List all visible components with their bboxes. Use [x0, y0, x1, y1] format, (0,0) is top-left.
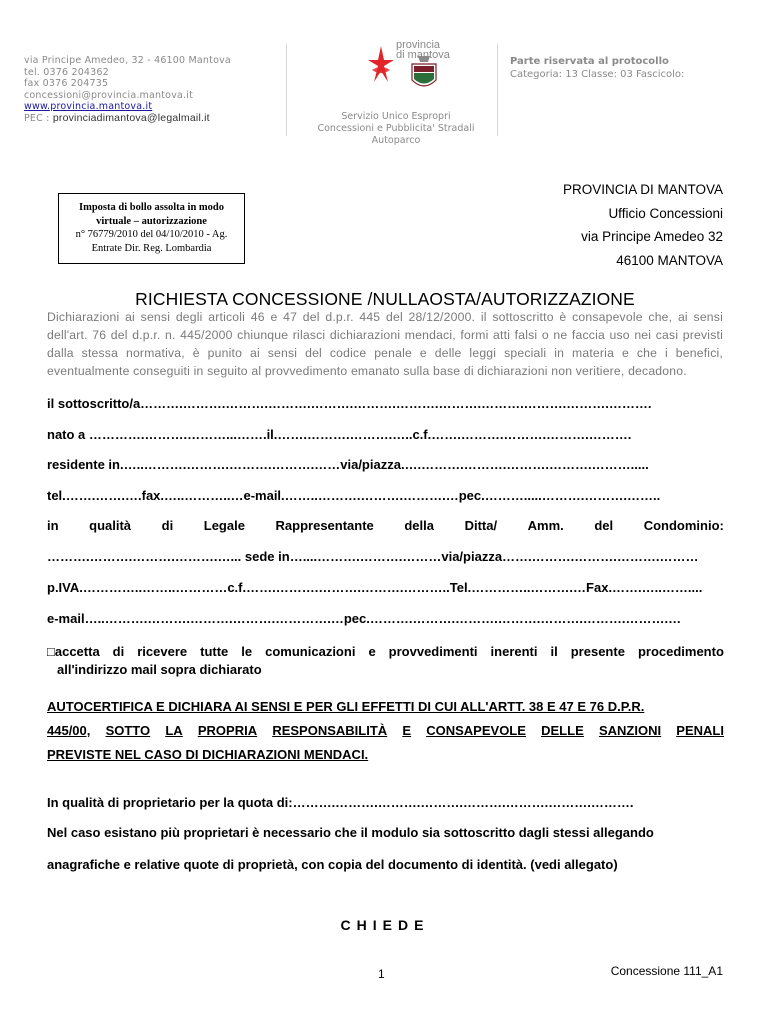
form-code: Concessione 111_A1 [610, 964, 723, 978]
protocol-categoria: Categoria: 13 Classe: 03 Fascicolo: [510, 69, 685, 80]
page-number: 1 [378, 967, 385, 981]
header-service-block [296, 111, 496, 147]
recipient-line-1: PROVINCIA DI MANTOVA [562, 182, 723, 197]
field-piva[interactable]: p.IVA.…………..……..…………c.f.…….……….……….……….………..Tel.…………..……….…Fax.…….…..…….... [47, 580, 703, 595]
recipient-line-4: 46100 MANTOVA [616, 252, 723, 268]
logo-text-provincia: provincia [396, 39, 441, 51]
self-certification-block [47, 695, 724, 767]
provincia-logo [362, 39, 452, 104]
service-line-2: Concessioni e Pubblicita' Stradali [317, 123, 475, 134]
field-email[interactable]: e-mail…..……….……….……….……….………….…pec.……….……….……….……….……….……….……….… [47, 611, 682, 626]
header-pec-label: PEC : [24, 112, 50, 124]
autocert-word: E [402, 723, 412, 738]
header-contact-block [24, 55, 231, 124]
header-fax: fax 0376 204735 [24, 78, 109, 89]
header-email: concessioni@provincia.mantova.it [24, 89, 194, 101]
recipient-line-2: Ufficio Concessioni [608, 205, 723, 221]
service-line-3: Autoparco [371, 135, 421, 146]
header-website-link[interactable]: www.provincia.mantova.it [24, 101, 153, 112]
document-title: RICHIESTA CONCESSIONE /NULLAOSTA/AUTORIZZAZIONE [135, 289, 635, 309]
consent-block [47, 643, 724, 679]
autocert-word: PROPRIA [197, 723, 258, 738]
bollo-line-1: Imposta di bollo assolta in modo [79, 202, 224, 213]
field-sede[interactable]: ……….……….……….……….…... sede in…....……….……….………via/piazza…….……….……….……….……… [47, 549, 699, 564]
chiede-heading: CHIEDE [340, 917, 430, 933]
autocert-word: RESPONSABILITÀ [272, 723, 388, 738]
qualita-word: Legale [203, 518, 245, 533]
recipient-address [563, 178, 723, 272]
field-residente[interactable]: residente in.…..……….……….……….……….……via/piazza.….……….……….……….……….………..... [47, 457, 649, 472]
consent-word: ricevere [137, 644, 188, 659]
header-divider-right [497, 44, 498, 136]
autocert-word: PENALI [676, 723, 724, 738]
qualita-word: di [161, 518, 174, 533]
qualita-word: Condominio: [643, 518, 724, 533]
consent-word: provvedimenti [388, 644, 478, 659]
field-nato[interactable]: nato a ………….……….………...…….il.…….……….……….…..c.f.…….……….……….……….………. [47, 427, 632, 442]
bollo-line-2: virtuale – autorizzazione [96, 215, 207, 227]
autocert-word: DELLE [541, 723, 584, 738]
qualita-word: Rappresentante [275, 518, 374, 533]
intro-paragraph: Dichiarazioni ai sensi degli articoli 46 e 47 del d.p.r. 445 del 28/12/2000. il sottoscritto è consapevole che, ai sensi dell'art. 76 del d.p.r. n. 445/2000 chiunque rilasci dichiarazioni mendaci, formi atti falsi o ne faccia uso nei casi previsti dalla stessa normativa, è punito ai sensi del codice penale e delle leggi speciali in materia e che i benefici, eventualmente conseguiti in seguito al provvedimento emanato sulla base di dichiarazioni non veritiere, decadono. [47, 310, 723, 378]
consent-word: di [112, 644, 125, 659]
consent-word: le [241, 644, 253, 659]
consent-word: e [368, 644, 376, 659]
consent-word: procedimento [637, 644, 724, 659]
consent-checkbox[interactable]: □accetta [47, 644, 100, 659]
owners-note-line-1: Nel caso esistano più proprietari è necessario che il modulo sia sottoscritto dagli stessi allegando [47, 825, 654, 840]
bollo-line-3: n° 76779/2010 del 04/10/2010 - Ag. [75, 229, 228, 240]
logo-text-mantova: di mantova [396, 49, 450, 61]
field-sottoscritto[interactable]: il sottoscritto/a……….……….……….……….……….……….……….……….……….……….……….………. [47, 396, 652, 411]
stamp-duty-box [58, 193, 245, 264]
autocert-word: 445/00, [47, 723, 91, 738]
consent-word: inerenti [490, 644, 538, 659]
consent-word: comunicazioni [265, 644, 356, 659]
consent-word: tutte [200, 644, 229, 659]
field-quota[interactable]: In qualità di proprietario per la quota di:……….……….……….……….……….……….……….………. [47, 795, 634, 810]
header-tel: tel. 0376 204362 [24, 66, 109, 78]
protocol-title: Parte riservata al protocollo [510, 56, 669, 67]
qualita-word: Amm. [527, 518, 564, 533]
recipient-line-3: via Principe Amedeo 32 [581, 229, 723, 244]
consent-word: il [550, 644, 558, 659]
qualita-word: Ditta/ [464, 518, 498, 533]
autocert-word: SOTTO [105, 723, 151, 738]
qualita-word: della [404, 518, 434, 533]
header-pec-value: provinciadimantova@legalmail.it [52, 111, 210, 124]
header-pec [24, 113, 231, 125]
field-tel[interactable]: tel.…….…….….fax.…..………..…e-mail.……..……….……….……….…pec.……….....……….……….…….. [47, 488, 661, 503]
qualita-word: qualità [89, 518, 132, 533]
bollo-line-4: Entrate Dir. Reg. Lombardia [91, 242, 212, 254]
autocert-line-3: PREVISTE NEL CASO DI DICHIARAZIONI MENDACI. [47, 747, 369, 762]
header-divider-left [286, 44, 287, 136]
autocert-word: LA [165, 723, 183, 738]
header-address: via Principe Amedeo, 32 - 46100 Mantova [24, 55, 231, 66]
autocert-line-2 [47, 719, 724, 743]
autocert-word: SANZIONI [598, 723, 662, 738]
autocert-line-1: AUTOCERTIFICA E DICHIARA AI SENSI E PER GLI EFFETTI DI CUI ALL'ARTT. 38 E 47 E 76 D.P.R. [47, 699, 645, 714]
field-qualita [47, 518, 724, 533]
consent-line-2: all'indirizzo mail sopra dichiarato [57, 662, 262, 677]
owners-note-line-2: anagrafiche e relative quote di proprietà, con copia del documento di identità. (vedi allegato) [47, 857, 618, 872]
protocol-block [510, 55, 684, 81]
consent-word: presente [570, 644, 625, 659]
service-line-1: Servizio Unico Espropri [341, 111, 451, 122]
qualita-word: del [594, 518, 614, 533]
qualita-word: in [47, 518, 59, 533]
autocert-word: CONSAPEVOLE [426, 723, 526, 738]
